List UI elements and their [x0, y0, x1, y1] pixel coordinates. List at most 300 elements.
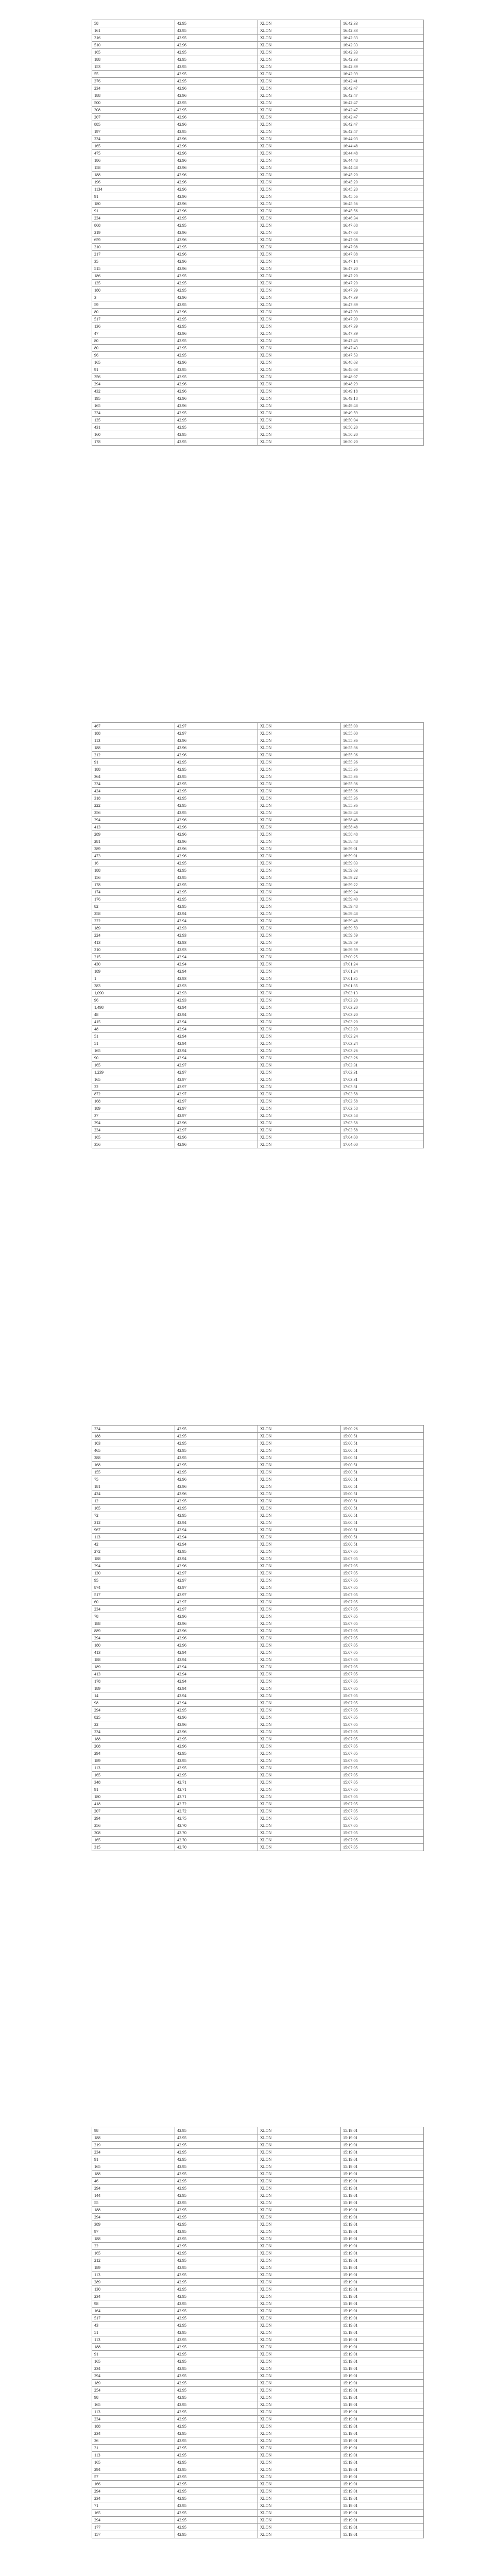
price-cell: 42.95 — [175, 2423, 258, 2430]
price-cell: 42.93 — [175, 932, 258, 939]
price-cell: 42.95 — [175, 99, 258, 107]
table-row — [92, 990, 424, 997]
price-cell: 42.96 — [175, 186, 258, 193]
price-cell: 42.97 — [175, 1606, 258, 1613]
venue-cell: XLON — [258, 2221, 341, 2228]
time-cell: 15:19:01 — [341, 2171, 424, 2178]
price-cell: 42.95 — [175, 1454, 258, 1462]
time-cell: 16:42:47 — [341, 99, 424, 107]
table-row — [92, 2243, 424, 2250]
volume-cell: 234 — [92, 2430, 175, 2437]
volume-cell: 160 — [92, 431, 175, 438]
price-cell: 42.95 — [175, 438, 258, 446]
table-row — [92, 831, 424, 838]
venue-cell: XLON — [258, 35, 341, 42]
price-cell: 42.94 — [175, 1534, 258, 1541]
time-cell: 16:59:59 — [341, 939, 424, 946]
volume-cell: 222 — [92, 802, 175, 809]
venue-cell: XLON — [258, 1112, 341, 1120]
table-row — [92, 273, 424, 280]
time-cell: 15:07:05 — [341, 1570, 424, 1577]
price-cell: 42.95 — [175, 2300, 258, 2308]
price-cell: 42.95 — [175, 2502, 258, 2510]
time-cell: 16:47:08 — [341, 222, 424, 229]
table-row — [92, 2502, 424, 2510]
table-row — [92, 2387, 424, 2394]
price-cell: 42.71 — [175, 1793, 258, 1801]
price-cell: 42.95 — [175, 2192, 258, 2199]
venue-cell: XLON — [258, 1743, 341, 1750]
volume-cell: 57 — [92, 2473, 175, 2481]
volume-cell: 165 — [92, 1062, 175, 1069]
venue-cell: XLON — [258, 2372, 341, 2380]
table-row — [92, 773, 424, 781]
volume-cell: 165 — [92, 143, 175, 150]
time-cell: 16:58:48 — [341, 824, 424, 831]
volume-cell: 318 — [92, 795, 175, 802]
price-cell: 42.93 — [175, 946, 258, 954]
price-cell: 42.95 — [175, 2437, 258, 2445]
table-row — [92, 824, 424, 831]
time-cell: 15:19:01 — [341, 2510, 424, 2517]
table-row — [92, 56, 424, 63]
venue-cell: XLON — [258, 78, 341, 85]
table-row — [92, 882, 424, 889]
volume-cell: 294 — [92, 2214, 175, 2221]
table-row — [92, 2452, 424, 2459]
volume-cell: 1,498 — [92, 1004, 175, 1011]
price-cell: 42.93 — [175, 990, 258, 997]
venue-cell: XLON — [258, 845, 341, 853]
table-row — [92, 1736, 424, 1743]
price-cell: 42.95 — [175, 2315, 258, 2322]
trades-table — [92, 1425, 424, 1851]
time-cell: 16:50:20 — [341, 424, 424, 431]
time-cell: 15:19:01 — [341, 2531, 424, 2538]
venue-cell: XLON — [258, 817, 341, 824]
price-cell: 42.95 — [175, 287, 258, 294]
volume-cell: 166 — [92, 2481, 175, 2488]
volume-cell: 515 — [92, 265, 175, 273]
price-cell: 42.94 — [175, 1649, 258, 1656]
time-cell: 15:19:01 — [341, 2517, 424, 2524]
table-row — [92, 2459, 424, 2466]
table-row — [92, 424, 424, 431]
volume-cell: 165 — [92, 2358, 175, 2365]
volume-cell: 254 — [92, 2387, 175, 2394]
table-row — [92, 817, 424, 824]
table-row — [92, 968, 424, 975]
price-cell: 42.95 — [175, 1447, 258, 1454]
time-cell: 16:47:08 — [341, 229, 424, 236]
venue-cell: XLON — [258, 85, 341, 92]
volume-cell: 156 — [92, 874, 175, 882]
venue-cell: XLON — [258, 157, 341, 164]
price-cell: 42.95 — [175, 2401, 258, 2409]
table-row — [92, 1714, 424, 1721]
time-cell: 16:47:39 — [341, 330, 424, 337]
price-cell: 42.94 — [175, 1033, 258, 1040]
volume-cell: 136 — [92, 323, 175, 330]
price-cell: 42.96 — [175, 831, 258, 838]
table-row — [92, 374, 424, 381]
time-cell: 16:59:01 — [341, 853, 424, 860]
volume-cell: 98 — [92, 2394, 175, 2401]
price-cell: 42.95 — [175, 2466, 258, 2473]
time-cell: 15:07:05 — [341, 1837, 424, 1844]
time-cell: 16:47:08 — [341, 236, 424, 244]
venue-cell: XLON — [258, 2322, 341, 2329]
venue-cell: XLON — [258, 1047, 341, 1055]
volume-cell: 310 — [92, 244, 175, 251]
time-cell: 17:03:31 — [341, 1076, 424, 1083]
volume-cell: 364 — [92, 773, 175, 781]
price-cell: 42.95 — [175, 1772, 258, 1779]
table-row — [92, 107, 424, 114]
time-cell: 15:07:05 — [341, 1793, 424, 1801]
table-row — [92, 1447, 424, 1454]
volume-cell: 188 — [92, 730, 175, 737]
volume-cell: 174 — [92, 889, 175, 896]
venue-cell: XLON — [258, 1033, 341, 1040]
time-cell: 17:01:24 — [341, 968, 424, 975]
time-cell: 15:19:01 — [341, 2264, 424, 2272]
price-cell: 42.95 — [175, 2178, 258, 2185]
price-cell: 42.70 — [175, 1844, 258, 1851]
price-cell: 42.95 — [175, 323, 258, 330]
price-cell: 42.95 — [175, 431, 258, 438]
table-row — [92, 910, 424, 918]
venue-cell: XLON — [258, 186, 341, 193]
table-row — [92, 287, 424, 294]
table-row — [92, 2308, 424, 2315]
table-row — [92, 1527, 424, 1534]
volume-cell: 130 — [92, 1570, 175, 1577]
time-cell: 15:00:51 — [341, 1447, 424, 1454]
time-cell: 15:07:05 — [341, 1563, 424, 1570]
price-cell: 42.96 — [175, 1563, 258, 1570]
time-cell: 15:07:05 — [341, 1642, 424, 1649]
volume-cell: 178 — [92, 882, 175, 889]
venue-cell: XLON — [258, 1779, 341, 1786]
volume-cell: 294 — [92, 1707, 175, 1714]
venue-cell: XLON — [258, 63, 341, 71]
volume-cell: 91 — [92, 759, 175, 766]
price-cell: 42.96 — [175, 265, 258, 273]
time-cell: 15:07:05 — [341, 1714, 424, 1721]
price-cell: 42.95 — [175, 766, 258, 773]
volume-cell: 256 — [92, 809, 175, 817]
time-cell: 16:42:47 — [341, 114, 424, 121]
volume-cell: 91 — [92, 366, 175, 374]
price-cell: 42.96 — [175, 845, 258, 853]
venue-cell: XLON — [258, 1563, 341, 1570]
price-cell: 42.95 — [175, 337, 258, 345]
time-cell: 15:19:01 — [341, 2481, 424, 2488]
table-row — [92, 2344, 424, 2351]
table-row — [92, 2163, 424, 2171]
price-cell: 42.96 — [175, 1613, 258, 1620]
venue-cell: XLON — [258, 1700, 341, 1707]
volume-cell: 168 — [92, 1098, 175, 1105]
table-row — [92, 135, 424, 143]
venue-cell: XLON — [258, 2401, 341, 2409]
venue-cell: XLON — [258, 2495, 341, 2502]
venue-cell: XLON — [258, 1635, 341, 1642]
price-cell: 42.94 — [175, 1011, 258, 1019]
venue-cell: XLON — [258, 258, 341, 265]
volume-cell: 356 — [92, 374, 175, 381]
table-row — [92, 1426, 424, 1433]
volume-cell: 43 — [92, 2322, 175, 2329]
time-cell: 15:07:05 — [341, 1685, 424, 1692]
time-cell: 16:47:43 — [341, 345, 424, 352]
venue-cell: XLON — [258, 2430, 341, 2437]
table-row — [92, 889, 424, 896]
price-cell: 42.97 — [175, 1062, 258, 1069]
venue-cell: XLON — [258, 867, 341, 874]
time-cell: 15:00:51 — [341, 1469, 424, 1476]
table-row — [92, 1757, 424, 1765]
table-row — [92, 781, 424, 788]
price-cell: 42.96 — [175, 92, 258, 99]
table-row — [92, 2286, 424, 2293]
venue-cell: XLON — [258, 287, 341, 294]
table-row — [92, 2149, 424, 2156]
price-cell: 42.96 — [175, 1642, 258, 1649]
table-row — [92, 366, 424, 374]
price-cell: 42.95 — [175, 809, 258, 817]
venue-cell: XLON — [258, 2272, 341, 2279]
time-cell: 15:07:05 — [341, 1678, 424, 1685]
time-cell: 15:19:01 — [341, 2142, 424, 2149]
volume-cell: 418 — [92, 1801, 175, 1808]
table-row — [92, 2409, 424, 2416]
venue-cell: XLON — [258, 229, 341, 236]
table-row — [92, 2510, 424, 2517]
price-cell: 42.96 — [175, 1120, 258, 1127]
volume-cell: 35 — [92, 258, 175, 265]
time-cell: 15:19:01 — [341, 2524, 424, 2531]
venue-cell: XLON — [258, 788, 341, 795]
table-row — [92, 2315, 424, 2322]
price-cell: 42.95 — [175, 2394, 258, 2401]
time-cell: 16:55:36 — [341, 781, 424, 788]
table-row — [92, 2185, 424, 2192]
time-cell: 16:55:36 — [341, 759, 424, 766]
time-cell: 16:50:20 — [341, 438, 424, 446]
time-cell: 16:59:48 — [341, 918, 424, 925]
table-row — [92, 845, 424, 853]
volume-cell: 234 — [92, 135, 175, 143]
price-cell: 42.96 — [175, 752, 258, 759]
price-cell: 42.95 — [175, 2279, 258, 2286]
venue-cell: XLON — [258, 1490, 341, 1498]
time-cell: 16:45:56 — [341, 200, 424, 208]
price-cell: 42.95 — [175, 1462, 258, 1469]
volume-cell: 294 — [92, 1120, 175, 1127]
venue-cell: XLON — [258, 172, 341, 179]
venue-cell: XLON — [258, 2409, 341, 2416]
table-row — [92, 2257, 424, 2264]
venue-cell: XLON — [258, 1736, 341, 1743]
venue-cell: XLON — [258, 838, 341, 845]
price-cell: 42.96 — [175, 1490, 258, 1498]
table-row — [92, 2531, 424, 2538]
venue-cell: XLON — [258, 1062, 341, 1069]
time-cell: 15:19:01 — [341, 2207, 424, 2214]
table-row — [92, 265, 424, 273]
time-cell: 16:59:03 — [341, 867, 424, 874]
table-row — [92, 301, 424, 309]
venue-cell: XLON — [258, 1011, 341, 1019]
price-cell: 42.70 — [175, 1837, 258, 1844]
price-cell: 42.96 — [175, 388, 258, 395]
price-cell: 42.95 — [175, 71, 258, 78]
volume-cell: 91 — [92, 208, 175, 215]
venue-cell: XLON — [258, 330, 341, 337]
venue-cell: XLON — [258, 853, 341, 860]
volume-cell: 113 — [92, 1765, 175, 1772]
time-cell: 15:19:01 — [341, 2127, 424, 2134]
price-cell: 42.95 — [175, 896, 258, 903]
table-row — [92, 2380, 424, 2387]
volume-cell: 467 — [92, 723, 175, 730]
price-cell: 42.97 — [175, 1069, 258, 1076]
volume-cell: 510 — [92, 42, 175, 49]
time-cell: 16:47:08 — [341, 244, 424, 251]
venue-cell: XLON — [258, 918, 341, 925]
table-row — [92, 388, 424, 395]
price-cell: 42.71 — [175, 1779, 258, 1786]
volume-cell: 51 — [92, 1033, 175, 1040]
price-cell: 42.97 — [175, 723, 258, 730]
venue-cell: XLON — [258, 1570, 341, 1577]
table-row — [92, 1519, 424, 1527]
price-cell: 42.95 — [175, 2235, 258, 2243]
price-cell: 42.96 — [175, 258, 258, 265]
venue-cell: XLON — [258, 222, 341, 229]
table-row — [92, 802, 424, 809]
volume-cell: 26 — [92, 2437, 175, 2445]
table-row — [92, 193, 424, 200]
table-row — [92, 795, 424, 802]
table-row — [92, 1642, 424, 1649]
venue-cell: XLON — [258, 99, 341, 107]
volume-cell: 215 — [92, 954, 175, 961]
price-cell: 42.96 — [175, 251, 258, 258]
time-cell: 15:07:05 — [341, 1765, 424, 1772]
table-row — [92, 838, 424, 845]
time-cell: 15:19:01 — [341, 2329, 424, 2336]
volume-cell: 207 — [92, 1808, 175, 1815]
venue-cell: XLON — [258, 1844, 341, 1851]
time-cell: 15:07:05 — [341, 1584, 424, 1591]
venue-cell: XLON — [258, 975, 341, 982]
table-row — [92, 1469, 424, 1476]
table-row — [92, 1837, 424, 1844]
venue-cell: XLON — [258, 1469, 341, 1476]
volume-cell: 475 — [92, 150, 175, 157]
venue-cell: XLON — [258, 1512, 341, 1519]
price-cell: 42.95 — [175, 2336, 258, 2344]
table-row — [92, 874, 424, 882]
venue-cell: XLON — [258, 1628, 341, 1635]
table-row — [92, 946, 424, 954]
table-row — [92, 1563, 424, 1570]
time-cell: 16:44:48 — [341, 157, 424, 164]
volume-cell: 659 — [92, 236, 175, 244]
time-cell: 15:07:05 — [341, 1692, 424, 1700]
time-cell: 17:03:58 — [341, 1120, 424, 1127]
venue-cell: XLON — [258, 410, 341, 417]
volume-cell: 517 — [92, 2315, 175, 2322]
table-row — [92, 1577, 424, 1584]
price-cell: 42.96 — [175, 193, 258, 200]
volume-cell: 294 — [92, 2466, 175, 2473]
venue-cell: XLON — [258, 208, 341, 215]
venue-cell: XLON — [258, 1606, 341, 1613]
venue-cell: XLON — [258, 2171, 341, 2178]
price-cell: 42.96 — [175, 402, 258, 410]
price-cell: 42.95 — [175, 1426, 258, 1433]
time-cell: 16:47:20 — [341, 280, 424, 287]
time-cell: 15:19:01 — [341, 2199, 424, 2207]
volume-cell: 165 — [92, 1837, 175, 1844]
venue-cell: XLON — [258, 982, 341, 990]
trades-table-page-2 — [92, 722, 424, 1148]
time-cell: 15:00:51 — [341, 1527, 424, 1534]
volume-cell: 155 — [92, 1469, 175, 1476]
time-cell: 16:48:29 — [341, 381, 424, 388]
volume-cell: 178 — [92, 438, 175, 446]
volume-cell: 75 — [92, 1476, 175, 1483]
volume-cell: 189 — [92, 1105, 175, 1112]
table-row — [92, 723, 424, 730]
time-cell: 15:00:51 — [341, 1462, 424, 1469]
venue-cell: XLON — [258, 294, 341, 301]
venue-cell: XLON — [258, 424, 341, 431]
price-cell: 42.95 — [175, 860, 258, 867]
price-cell: 42.96 — [175, 737, 258, 744]
table-row — [92, 2250, 424, 2257]
table-row — [92, 1069, 424, 1076]
venue-cell: XLON — [258, 2387, 341, 2394]
time-cell: 15:19:01 — [341, 2257, 424, 2264]
time-cell: 16:55:36 — [341, 802, 424, 809]
time-cell: 15:19:01 — [341, 2134, 424, 2142]
time-cell: 16:49:18 — [341, 395, 424, 402]
price-cell: 42.95 — [175, 2250, 258, 2257]
volume-cell: 82 — [92, 903, 175, 910]
time-cell: 17:03:20 — [341, 1019, 424, 1026]
table-row — [92, 2207, 424, 2214]
venue-cell: XLON — [258, 1433, 341, 1440]
volume-cell: 825 — [92, 1714, 175, 1721]
table-row — [92, 381, 424, 388]
time-cell: 15:00:51 — [341, 1476, 424, 1483]
volume-cell: 316 — [92, 35, 175, 42]
volume-cell: 113 — [92, 2336, 175, 2344]
venue-cell: XLON — [258, 2466, 341, 2473]
price-cell: 42.96 — [175, 121, 258, 128]
volume-cell: 217 — [92, 251, 175, 258]
price-cell: 42.95 — [175, 49, 258, 56]
volume-cell: 432 — [92, 388, 175, 395]
volume-cell: 234 — [92, 2293, 175, 2300]
volume-cell: 315 — [92, 1844, 175, 1851]
time-cell: 17:03:58 — [341, 1105, 424, 1112]
